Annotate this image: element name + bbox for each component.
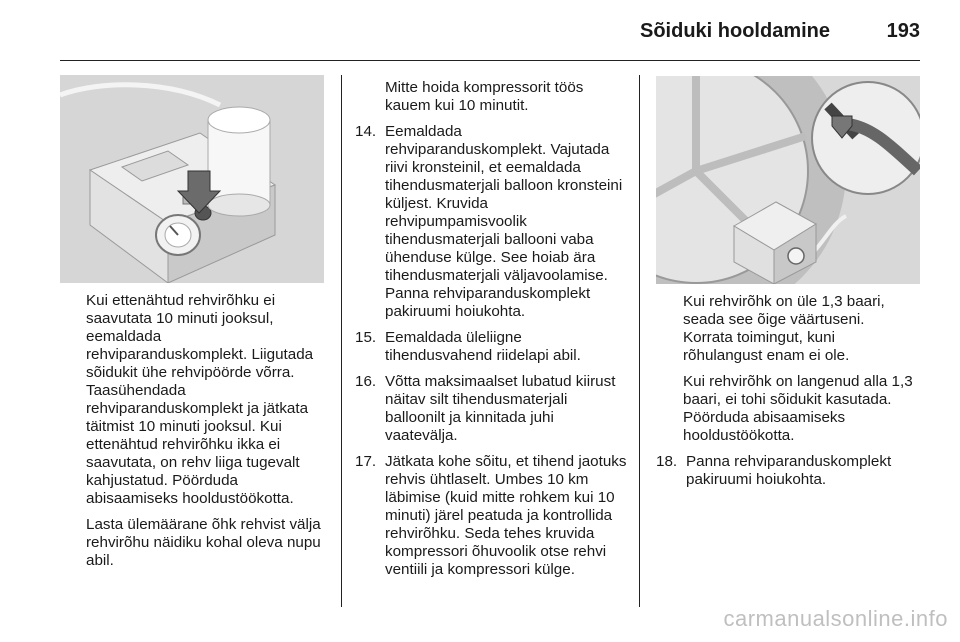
step-item	[355, 123, 627, 321]
step-number: 15.	[355, 329, 377, 346]
note-paragraph: Kui rehvirõhk on langenud alla 1,3 baari, ei tohi sõidukit kasutada. Pöörduda abisaamiseks hooldustöökotta.	[683, 373, 913, 444]
middle-column-text	[355, 79, 627, 587]
step-text: Jätkata kohe sõitu, et tihend jaotuks rehvis ühtlaselt. Umbes 10 km läbimise (kuid mitte rohkem kui 10 minuti) järel peatuda ja kontrollida rehvirõhku. Seda tehes kruvida kompressori õhuvoolik otse rehvi ventiili ja kompressori külge.	[385, 453, 627, 578]
page-number: 193	[886, 20, 920, 42]
step-item	[355, 373, 627, 445]
step-number: 16.	[355, 373, 377, 390]
step-continuation: Mitte hoida kompressorit töös kauem kui 10 minutit.	[385, 79, 584, 114]
right-column-text	[656, 293, 916, 497]
step-text: Eemaldada üleliigne tihendusvahend riidelapi abil.	[385, 329, 581, 364]
illustration-compressor-sealant	[60, 75, 324, 283]
left-column-text	[86, 292, 326, 578]
step-number: 17.	[355, 453, 377, 470]
step-number: 14.	[355, 123, 377, 140]
paragraph: Kui ettenähtud rehvirõhku ei saavutata 10 minuti jooksul, eemaldada rehviparanduskomplekt. Liigutada sõidukit ühe rehvipöörde võrra. Taasühendada rehviparanduskomplekt ja jätkata täitmist 10 minuti jooksul. Kui ettenähtud rehvirõhku ikka ei saavutata, on rehv liiga tugevalt kahjustatud. Pöörduda abisaamiseks hooldustöökotta.	[86, 292, 314, 507]
compressor-sealant-drawing	[60, 75, 324, 283]
column-divider-right	[639, 75, 640, 607]
illustration-wheel-compressor	[656, 76, 920, 284]
note-paragraph: Kui rehvirõhk on üle 1,3 baari, seada see õige väärtuseni. Korrata toimingut, kuni rõhulangust enam ei ole.	[683, 293, 885, 364]
watermark: carmanualsonline.info	[723, 606, 948, 631]
step-item	[656, 453, 916, 489]
step-number: 18.	[656, 453, 678, 470]
step-item	[355, 329, 627, 365]
step-text: Eemaldada rehviparanduskomplekt. Vajutada riivi kronsteinil, et eemaldada tihendusmaterjali balloon kronsteini küljest. Kruvida rehvipumpamisvoolik tihendusmaterjali ballooni vaba ühenduse külge. See hoiab ära tihendusmaterjali väljavoolamise. Panna rehviparanduskomplekt pakiruumi hoiukohta.	[385, 123, 623, 320]
column-divider-left	[341, 75, 342, 607]
wheel-compressor-drawing	[656, 76, 920, 284]
step-item	[355, 453, 627, 579]
page-title: Sõiduki hooldamine	[640, 20, 831, 42]
header-rule	[60, 60, 920, 61]
step-text: Võtta maksimaalset lubatud kiirust näitav silt tihendusmaterjali balloonilt ja kinnitada juhi vaatevälja.	[385, 373, 616, 444]
step-text: Panna rehviparanduskomplekt pakiruumi hoiukohta.	[686, 453, 892, 488]
paragraph: Lasta ülemäärane õhk rehvist välja rehvirõhu näidiku kohal oleva nupu abil.	[86, 516, 321, 569]
